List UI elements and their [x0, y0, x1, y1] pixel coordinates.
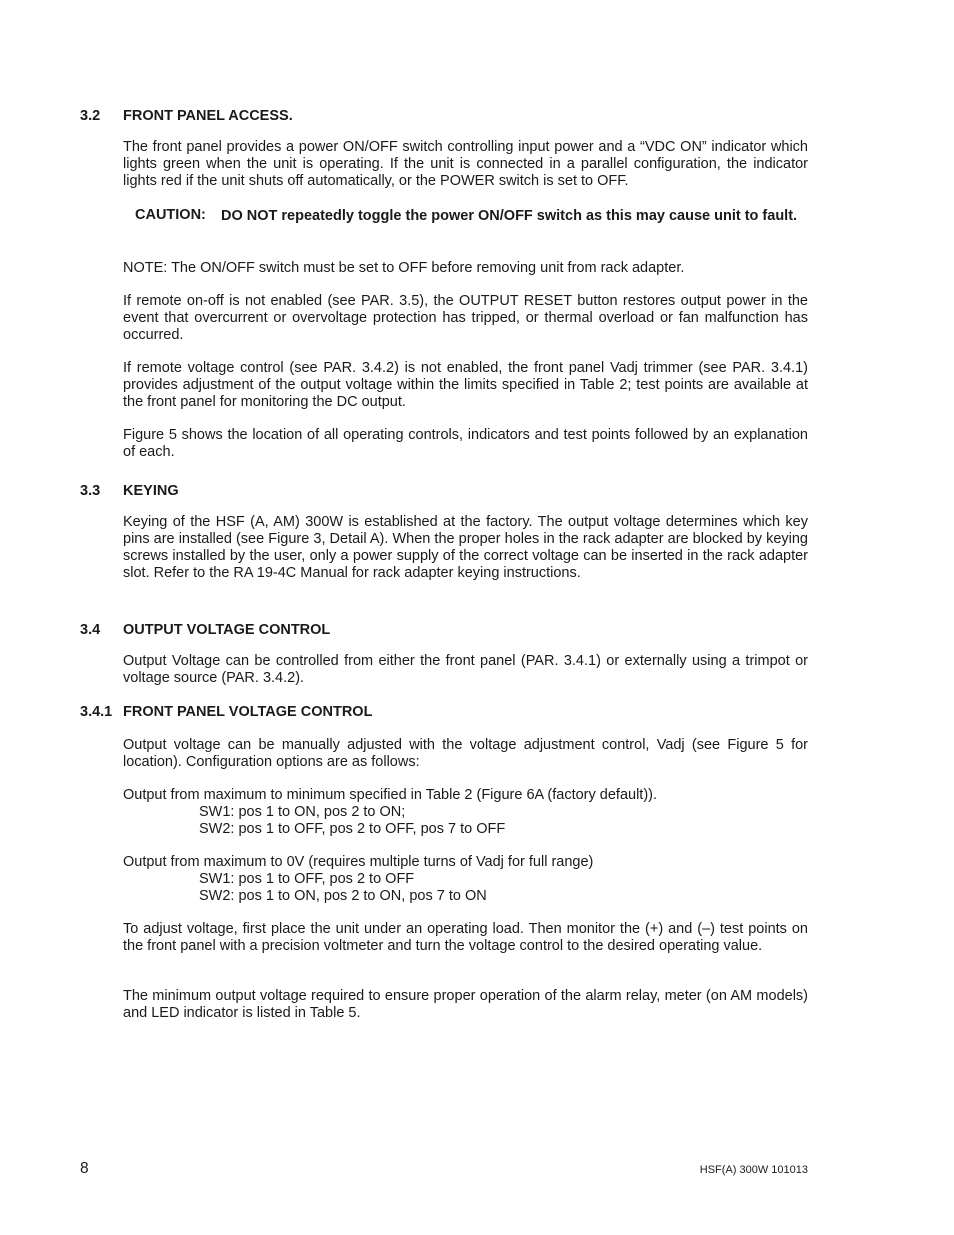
- section-title: OUTPUT VOLTAGE CONTROL: [123, 622, 331, 638]
- switch-setting: SW2: pos 1 to OFF, pos 2 to OFF, pos 7 to OFF: [199, 821, 506, 837]
- switch-setting: SW1: pos 1 to ON, pos 2 to ON;: [199, 804, 406, 820]
- option-line: Output from maximum to 0V (requires multiple turns of Vadj for full range): [123, 854, 594, 870]
- paragraph: The minimum output voltage required to ensure proper operation of the alarm relay, meter (on AM models) and LED indicator is listed in Table 5.: [123, 988, 808, 1021]
- section-title: FRONT PANEL VOLTAGE CONTROL: [123, 704, 373, 720]
- option-line: Output from maximum to minimum specified in Table 2 (Figure 6A (factory default)).: [123, 787, 658, 803]
- section-title: FRONT PANEL ACCESS.: [123, 108, 293, 124]
- section-heading-3-4: [80, 622, 330, 639]
- switch-setting: SW1: pos 1 to OFF, pos 2 to OFF: [199, 871, 415, 887]
- section-number: 3.4: [80, 622, 101, 638]
- paragraph: If remote voltage control (see PAR. 3.4.2) is not enabled, the front panel Vadj trimmer (see PAR. 3.4.1) provides adjustment of the output voltage within the limits specified in Table 2; test points are available at the front panel for monitoring the DC output.: [123, 360, 808, 410]
- switch-setting: SW2: pos 1 to ON, pos 2 to ON, pos 7 to ON: [199, 888, 487, 904]
- paragraph: Figure 5 shows the location of all operating controls, indicators and test points followed by an explanation of each.: [123, 427, 808, 460]
- section-heading-3-2: [80, 108, 293, 125]
- paragraph: Output voltage can be manually adjusted with the voltage adjustment control, Vadj (see Figure 5 for location). Configuration options are as follows:: [123, 737, 808, 770]
- section-title: KEYING: [123, 483, 179, 499]
- section-number: 3.4.1: [80, 704, 113, 720]
- paragraph: The front panel provides a power ON/OFF switch controlling input power and a “VDC ON” indicator which lights green when the unit is operating. If the unit is connected in a parallel configuration, the indicator lights red if the unit shuts off automatically, or the POWER switch is set to OFF.: [123, 139, 808, 189]
- section-number: 3.3: [80, 483, 101, 499]
- paragraph: If remote on-off is not enabled (see PAR. 3.5), the OUTPUT RESET button restores output power in the event that overcurrent or overvoltage protection has tripped, or thermal overload or fan malfunction has occurred.: [123, 293, 808, 343]
- caution-text: DO NOT repeatedly toggle the power ON/OFF switch as this may cause unit to fault.: [221, 208, 798, 224]
- paragraph: Output Voltage can be controlled from either the front panel (PAR. 3.4.1) or externally using a trimpot or voltage source (PAR. 3.4.2).: [123, 653, 808, 686]
- section-heading-3-4-1: [80, 704, 372, 721]
- caution-label: CAUTION:: [135, 207, 206, 223]
- section-heading-3-3: [80, 483, 179, 500]
- section-number: 3.2: [80, 108, 101, 124]
- paragraph: To adjust voltage, first place the unit under an operating load. Then monitor the (+) and (–) test points on the front panel with a precision voltmeter and turn the voltage control to the desired operating value.: [123, 921, 808, 954]
- page-number: 8: [80, 1160, 89, 1177]
- paragraph: Keying of the HSF (A, AM) 300W is established at the factory. The output voltage determines which key pins are installed (see Figure 3, Detail A). When the proper holes in the rack adapter are blocked by keying screws installed by the user, only a power supply of the correct voltage can be inserted in the rack adapter slot. Refer to the RA 19-4C Manual for rack adapter keying instructions.: [123, 514, 808, 581]
- note-paragraph: NOTE: The ON/OFF switch must be set to OFF before removing unit from rack adapter.: [123, 260, 685, 276]
- caution-block: [135, 207, 808, 226]
- document-id: HSF(A) 300W 101013: [699, 1164, 808, 1176]
